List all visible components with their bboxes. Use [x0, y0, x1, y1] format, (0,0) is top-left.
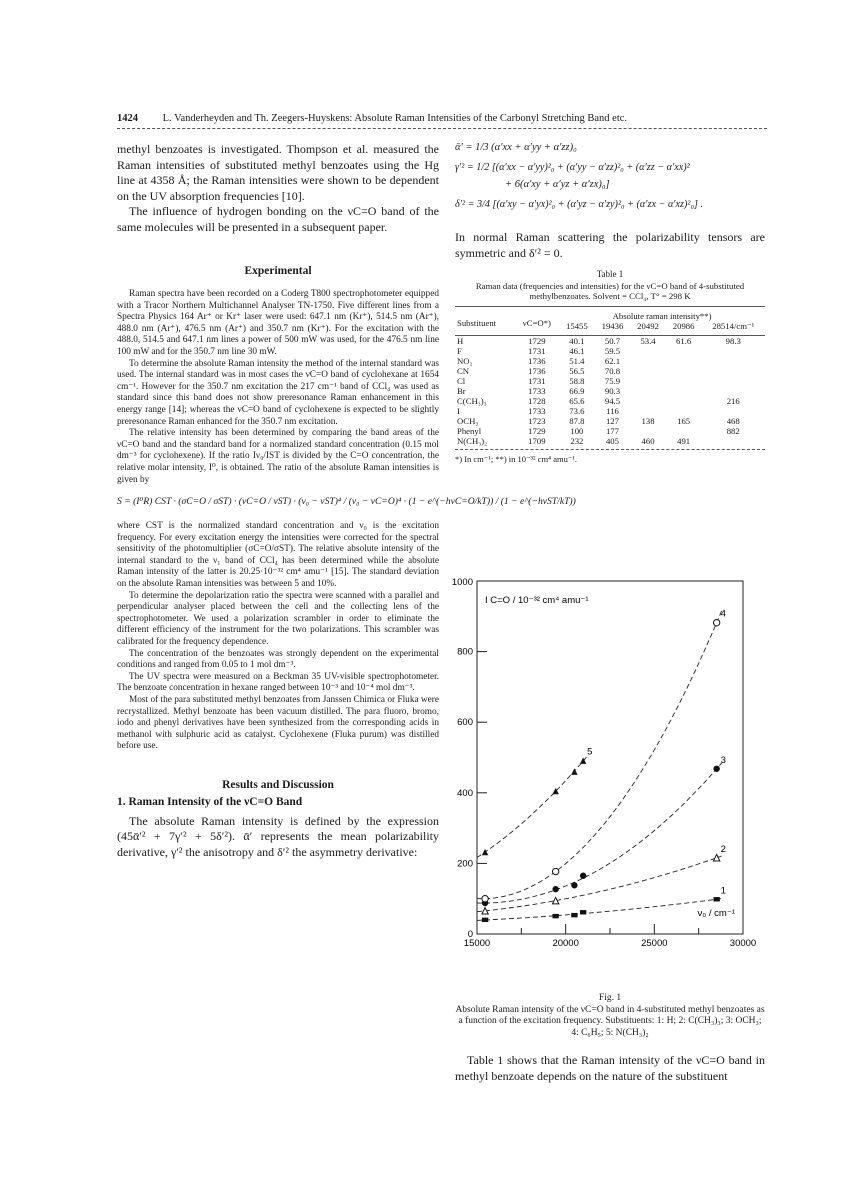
- table-cell: 165: [677, 415, 691, 426]
- table-cell: 1736: [528, 355, 546, 366]
- x-tick-label: 30000: [729, 938, 757, 949]
- table-cell: 56.5: [569, 365, 585, 376]
- intro-paragraph-1: methyl benzoates is investigated. Thompson et al. measured the Raman intensities of substituted methyl benzoates using the Hg line at 4358 Å; the Raman intensities were shown to be dependent on the UV absorption frequencies [10].: [117, 142, 439, 203]
- section-1-heading: 1. Raman Intensity of the νC=O Band: [117, 795, 303, 808]
- table-cell: [701, 436, 765, 446]
- series-label: 2: [720, 843, 726, 855]
- data-point-series-4: [482, 896, 488, 902]
- table-cell: 138: [641, 415, 655, 426]
- running-head: [117, 113, 767, 124]
- equation-gamma-line-1: γ′² = 1/2 [(α′xx − α′yy)²₀ + (α′yy − α′zz)²₀ + (α′zz − α′xx)²: [455, 162, 690, 173]
- equation-gamma-line-2: + 6(α′xy + α′yz + α′zx)₀]: [505, 179, 610, 190]
- table-cell: [701, 356, 765, 366]
- table-row: [455, 356, 765, 366]
- table-cell: 58.8: [569, 375, 585, 386]
- table-cell: [630, 346, 666, 356]
- exp-paragraph-3: The relative intensity has been determined by comparing the band areas of the νC=O band and the standard band for a normalized standard concentration (0.15 mol dm⁻³ for cyclohexene). If the ratio Iν₀/IST is divided by the C=O concentration, the relative molar intensity, I⁰, is obtained. The ratio of the absolute Raman intensities is given by: [117, 428, 439, 485]
- table-row: [455, 335, 765, 346]
- y-tick-label: 1000: [451, 577, 473, 588]
- data-point-series-4: [552, 868, 558, 874]
- table-cell: 51.4: [569, 355, 585, 366]
- data-point-series-1: [571, 913, 577, 917]
- data-point-series-1: [482, 918, 488, 922]
- table-cell: 40.1: [569, 335, 585, 346]
- table-cell: [666, 426, 702, 436]
- table-cell: H: [457, 335, 464, 346]
- table-cell: [630, 356, 666, 366]
- table-cell: [701, 406, 765, 416]
- table-footnote: *) In cm⁻¹; **) in 10⁻³² cm⁴ amu⁻¹.: [455, 453, 577, 464]
- table-cell: OCH₃: [457, 415, 479, 426]
- normal-raman-paragraph: In normal Raman scattering the polarizability tensors are symmetric and δ′² = 0.: [455, 230, 765, 260]
- page-number: 1424: [117, 113, 138, 124]
- table-cell: [630, 406, 666, 416]
- table-cell: [701, 376, 765, 386]
- table-cell: 460: [641, 435, 655, 446]
- data-point-series-3: [552, 886, 558, 892]
- equation-alpha: ᾱ′ = 1/3 (α′xx + α′yy + α′zz)₀: [455, 142, 577, 153]
- table-cell: 1728: [528, 395, 546, 406]
- table-head-intensity-group: Absolute raman intensity**): [612, 310, 712, 321]
- exp-paragraph-6: The concentration of the benzoates was strongly dependent on the experimental conditions and ranged from 0.05 to 1 mol dm⁻³.: [117, 648, 439, 671]
- x-tick-label: 20000: [552, 938, 579, 949]
- plot-frame: [477, 581, 743, 934]
- series-label: 5: [587, 746, 593, 758]
- results-paragraph-1: The absolute Raman intensity is defined by the expression (45ᾱ′² + 7γ′² + 5δ′²). ᾱ′ represents the mean polarizability derivative, γ′² the anisotropy and δ′² the asymmetry derivative:: [117, 813, 439, 859]
- data-point-series-3: [713, 766, 719, 772]
- table-cell: [666, 376, 702, 386]
- table-cell: N(CH₃)₂: [457, 435, 488, 446]
- data-point-series-1: [580, 910, 586, 914]
- exp-paragraph-2: To determine the absolute Raman intensity the method of the internal standard was used. The internal standard was in most cases the νC=O band of cyclohexane at 1654 cm⁻¹. However for the 350.7 nm excitation the 217 cm⁻¹ band of CCl₄ was used as standard since this band does not show preresonance Raman enhancement in this energy range [14]; whereas the νC=O band of cyclohexene is expected to be slightly preresonance Raman enhanced for the 350.7 nm excitation.: [117, 358, 439, 427]
- table-cell: 1723: [528, 415, 546, 426]
- table-cell: 53.4: [640, 335, 656, 346]
- table-row: [455, 406, 765, 416]
- table-cell: 94.5: [604, 395, 621, 406]
- table-cell: [701, 386, 765, 396]
- table-cell: 405: [605, 435, 619, 446]
- table-cell: 468: [726, 415, 740, 426]
- y-tick-label: 600: [457, 717, 473, 729]
- figure-caption-block: [455, 993, 765, 1084]
- x-tick-label: 25000: [641, 938, 668, 949]
- exp-paragraph-4: where CST is the normalized standard concentration and ν₀ is the excitation frequency. For every excitation energy the intensities were corrected for the spectral sensitivity of the photomultiplier (σC=O/σST). The relative absolute intensity of the internal standard to the ν₁ band of CCl₄ has been determined while the absolute Raman intensity of the latter is 20.25·10⁻³² cm⁴ amu⁻¹ [15]. The standard deviation on the absolute Raman intensities was between 5 and 10%.: [117, 521, 439, 590]
- table-row: [455, 416, 765, 426]
- table-cell: [666, 356, 702, 366]
- raman-data-table: [455, 307, 765, 446]
- table-cell: 116: [606, 405, 619, 416]
- table-cell: [666, 396, 702, 406]
- table-cell: 62.1: [604, 355, 621, 366]
- x-tick-label: 15000: [463, 938, 491, 949]
- data-point-series-1: [552, 914, 558, 918]
- table-cell: 75.9: [604, 375, 621, 386]
- data-point-series-3: [571, 882, 577, 888]
- table-cell: Cl: [457, 375, 466, 386]
- table-cell: [630, 386, 666, 396]
- table-cell: 1733: [528, 385, 546, 396]
- exp-paragraph-1: Raman spectra have been recorded on a Coderg T800 spectrophotometer equipped with a Tracor Northern Multichannel Analyser TN-1750. Five different lines from a Spectra Physics 164 Ar⁺ or Kr⁺ laser were used: 647.1 nm (Kr⁺), 514.5 nm (Ar⁺), 488.0 nm (Ar⁺), 476.5 nm (Ar⁺) and 350.7 nm (Kr⁺). For the excitation with the 488.0, 514.5 and 647.1 nm lines a power of 500 mW was used, for the 476.5 nm line 100 mW and for the 350.7 nm line 30 mW.: [117, 289, 439, 357]
- table-cell: 1736: [528, 365, 546, 376]
- table-row: [455, 346, 765, 356]
- table-cell: 216: [726, 395, 740, 406]
- table-cell: [666, 366, 702, 376]
- series-curve-5: [477, 757, 587, 858]
- running-title: L. Vanderheyden and Th. Zeegers-Huyskens: Absolute Raman Intensities of the Carbonyl Stretching Band etc.: [162, 113, 628, 124]
- table-cell: [630, 426, 666, 436]
- table-cell: 1709: [528, 435, 546, 446]
- figure-1-chart: [451, 575, 767, 980]
- table-cell: NO₂: [457, 355, 473, 366]
- table-cell: 491: [677, 435, 691, 446]
- table-head-col: 19436: [601, 321, 624, 331]
- table-row: [455, 366, 765, 376]
- series-curve-4: [477, 611, 722, 899]
- table-cell: 127: [605, 415, 619, 426]
- table-cell: CN: [457, 365, 470, 376]
- header-rule: [117, 128, 767, 129]
- table-cell: F: [457, 345, 462, 356]
- table-cell: 100: [570, 425, 584, 436]
- table-cell: 1729: [528, 425, 546, 436]
- table-cell: [701, 366, 765, 376]
- table-label: Table 1: [596, 269, 624, 279]
- table-head-col: 20492: [637, 321, 659, 331]
- data-point-series-3: [580, 873, 586, 879]
- table-cell: [630, 376, 666, 386]
- equation-delta: δ′² = 3/4 [(α′xy − α′yx)²₀ + (α′yz − α′zy)²₀ + (α′zx − α′xz)²₀] .: [455, 199, 704, 210]
- table-cell: 46.1: [569, 345, 585, 356]
- series-curve-3: [477, 763, 722, 903]
- table-cell: 1731: [528, 345, 546, 356]
- intro-paragraph-2: The influence of hydrogen bonding on the νC=O band of the same molecules will be presented in a subsequent paper.: [117, 204, 439, 234]
- table-cell: [630, 396, 666, 406]
- data-point-series-5: [571, 768, 577, 774]
- experimental-heading: Experimental: [244, 265, 312, 277]
- data-point-series-4: [713, 619, 719, 625]
- table-cell: 232: [570, 435, 584, 446]
- data-point-series-1: [713, 897, 719, 901]
- table-head-col: 20986: [672, 321, 695, 331]
- right-column: [455, 142, 765, 465]
- series-label: 4: [720, 608, 726, 620]
- series-label: 3: [720, 754, 726, 766]
- table-cell: C(CH₃)₃: [457, 395, 487, 406]
- x-axis-label: ν₀ / cm⁻¹: [697, 908, 735, 919]
- table-cell: [666, 346, 702, 356]
- exp-paragraph-7: The UV spectra were measured on a Beckman 35 UV-visible spectrophotometer. The benzoate concentration in hexane ranged between 10⁻³ and 10⁻⁴ mol dm⁻³.: [117, 671, 439, 694]
- table-row: [455, 376, 765, 386]
- table-cell: 59.5: [604, 345, 621, 356]
- table-row: [455, 436, 765, 446]
- table-cell: 1731: [528, 375, 546, 386]
- y-tick-label: 800: [457, 646, 473, 658]
- exp-paragraph-5: To determine the depolarization ratio the spectra were scanned with a parallel and perpendicular analyser placed between the cell and the collecting lens of the spectrophotometer. We used a polarization scrambler in order to eliminate the different efficiency of the instrument for the two polarizations. This scrambler was calibrated for the frequency dependence.: [117, 590, 439, 648]
- table-head-col: 28514/cm⁻¹: [712, 320, 755, 331]
- y-tick-label: 200: [457, 858, 473, 870]
- figure-caption: Absolute Raman intensity of the νC=O band in 4-substituted methyl benzoates as a function of the excitation frequency. Substituents: 1: H; 2: C(CH₃)₃; 3: OCH₃; 4: C₆H₅; 5: N(CH₃)₂: [455, 1004, 765, 1038]
- table-cell: [666, 406, 702, 416]
- table-cell: 61.6: [676, 335, 692, 346]
- y-tick-label: 400: [457, 787, 473, 799]
- y-tick-label: 0: [467, 929, 473, 940]
- series-label: 1: [720, 885, 726, 897]
- equation-s: S = (I⁰R) CST · (σC=O / σST) · (νC=O / νST) · (ν₀ − νST)⁴ / (ν₀ − νC=O)⁴ · (1 − e^(−hνC=O/kT)) / (1 − e^(−hνST/kT)): [117, 496, 576, 508]
- table-head-substituent: Substituent: [457, 317, 497, 328]
- table-head-col: 15455: [566, 321, 588, 331]
- table-cell: Br: [457, 385, 466, 396]
- table-row: [455, 426, 765, 436]
- data-point-series-5: [482, 849, 488, 855]
- table-row: [455, 386, 765, 396]
- exp-paragraph-8: Most of the para substituted methyl benzoates from Janssen Chimica or Fluka were recrystallized. Methyl benzoate has been vacuum distilled. The para fluoro, bromo, iodo and phenyl derivatives have been synthesized from the corresponding acids in methanol with sulphuric acid as catalyst. Cyclohexene (Fluka purum) was distilled before use.: [117, 695, 439, 752]
- table-caption: Raman data (frequencies and intensities) for the νC=O band of 4-substituted methylbenzoates. Solvent = CCl₄, T° = 298 K: [475, 280, 745, 301]
- table-cell: 90.3: [604, 385, 621, 396]
- table-cell: 1733: [528, 405, 546, 416]
- series-curve-1: [477, 899, 722, 921]
- figure-label: Fig. 1: [598, 993, 622, 1003]
- table-cell: 87.8: [569, 415, 585, 426]
- table-cell: 1729: [528, 335, 546, 346]
- table-cell: 70.8: [604, 365, 621, 376]
- table-cell: [666, 386, 702, 396]
- table-cell: 98.3: [725, 335, 741, 346]
- table-head-frequency: νC=O*): [522, 317, 551, 328]
- table-cell: 73.6: [569, 405, 585, 416]
- table-cell: 177: [605, 425, 619, 436]
- table-cell: 882: [726, 425, 740, 436]
- table-cell: [630, 366, 666, 376]
- results-heading: Results and Discussion: [222, 778, 334, 791]
- chart-canvas: [451, 575, 767, 980]
- table-cell: [701, 346, 765, 356]
- y-axis-label: I C=O / 10⁻³² cm⁴ amu⁻¹: [485, 595, 589, 606]
- table-cell: Phenyl: [457, 425, 482, 436]
- table-cell: I: [457, 405, 460, 416]
- data-point-series-2: [713, 855, 719, 861]
- table-cell: 50.7: [604, 335, 621, 346]
- table-cell: 66.9: [569, 385, 585, 396]
- table-row: [455, 396, 765, 406]
- table-cell: 65.6: [569, 395, 585, 406]
- results-paragraph-2: Table 1 shows that the Raman intensity of the νC=O band in methyl benzoate depends on the nature of the substituent: [455, 1053, 765, 1083]
